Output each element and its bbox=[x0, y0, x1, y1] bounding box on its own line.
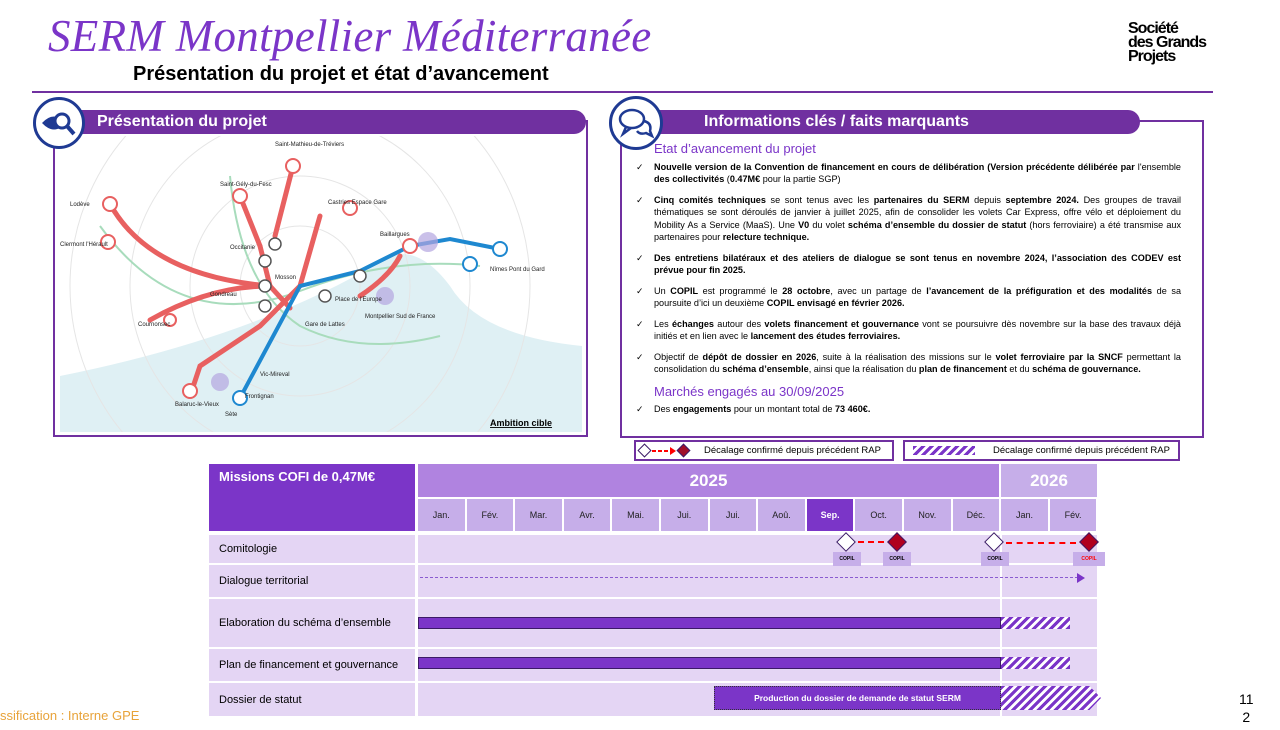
page-number-line: 2 bbox=[1242, 709, 1251, 725]
panel-header bbox=[60, 110, 586, 134]
text-run: lancement des études ferroviaires. bbox=[750, 331, 901, 341]
text-run: est programmé le bbox=[698, 285, 783, 296]
text-run: , avec un partage de bbox=[830, 285, 927, 296]
bullet-text bbox=[654, 194, 1181, 244]
text-run: l’avancement de la préfiguration et des modalités bbox=[926, 285, 1153, 296]
text-run: permettant la consolidation du bbox=[654, 351, 1181, 374]
dossier-bar: Production du dossier de demande de statut SERM bbox=[714, 686, 1001, 710]
legend-bar-shift bbox=[903, 440, 1180, 461]
text-run: de sa poursuite d’ici un deuxième bbox=[654, 285, 1182, 308]
station-label: Castries Espace Gare bbox=[328, 200, 387, 206]
legend-milestone-shift bbox=[634, 440, 894, 461]
station-label: Sète bbox=[225, 412, 238, 418]
station-label: Saint-Gély-du-Fesc bbox=[220, 182, 272, 188]
dialogue-dashed-line bbox=[420, 577, 1078, 578]
text-run: depuis bbox=[969, 194, 1006, 205]
financing-shift-hatch bbox=[1001, 657, 1070, 669]
divider bbox=[32, 91, 1213, 93]
text-run: volet ferroviaire par la SNCF bbox=[995, 351, 1123, 362]
month-header: Aoû. bbox=[758, 499, 805, 531]
station-label: Saint-Mathieu-de-Tréviers bbox=[275, 142, 345, 148]
page-subtitle: Présentation du projet et état d’avancement bbox=[133, 63, 549, 85]
text-run: Des bbox=[654, 404, 673, 414]
text-run: 73 460€. bbox=[834, 404, 871, 414]
milestone-shift-icon bbox=[636, 443, 696, 459]
logo-line: des Grands bbox=[1128, 34, 1207, 51]
financing-bar bbox=[418, 657, 1001, 669]
map-caption: Ambition cible bbox=[490, 418, 553, 428]
month-header: Jui. bbox=[710, 499, 757, 531]
bullet-text bbox=[654, 161, 1181, 186]
text-run: Des entretiens bilatéraux et des ateliers de dialogue se sont tenus en novembre 2024, l’association des CODEV est prévue pour fin 2025. bbox=[654, 252, 1181, 275]
section-heading: Marchés engagés au 30/09/2025 bbox=[654, 383, 845, 399]
section-heading: Etat d’avancement du projet bbox=[654, 141, 816, 156]
month-header: Mar. bbox=[515, 499, 562, 531]
station-label: Mosson bbox=[275, 275, 297, 281]
copil-label: COPIL bbox=[833, 552, 861, 566]
text-run: COPIL envisagé en février 2026. bbox=[766, 298, 905, 308]
text-run: relecture technique. bbox=[722, 232, 810, 242]
diamond-icon bbox=[887, 532, 907, 552]
year-2026: 2026 bbox=[1001, 464, 1097, 497]
month-header: Avr. bbox=[564, 499, 611, 531]
copil-label: COPIL bbox=[883, 552, 911, 566]
station-label: Vic-Mireval bbox=[260, 372, 290, 378]
copil-label: COPIL bbox=[981, 552, 1009, 566]
text-run: Un bbox=[654, 285, 671, 296]
copil-milestone bbox=[887, 535, 904, 549]
text-run: 0.47M€ bbox=[729, 174, 761, 184]
month-header: Fév. bbox=[1050, 499, 1097, 531]
text-run: vont se poursuivre dès novembre sur la base des travaux déjà initiés et en lien avec le bbox=[654, 318, 1181, 341]
text-run: Nouvelle version de la Convention de financement en cours de délibération (Version précédente délibérée par bbox=[654, 161, 1135, 172]
text-run: se sont tenus avec les bbox=[765, 194, 874, 205]
legend-label: Décalage confirmé depuis précédent RAP bbox=[993, 445, 1170, 456]
text-run: échanges bbox=[672, 318, 714, 329]
check-icon: ✓ bbox=[636, 161, 644, 172]
text-run: ( bbox=[724, 174, 730, 184]
text-run: autour des bbox=[713, 318, 765, 329]
page-number-line: 11 bbox=[1239, 691, 1254, 707]
gantt-row-label: Plan de financement et gouvernance bbox=[209, 649, 415, 681]
sgp-logo bbox=[1128, 22, 1206, 64]
station-label: Montpellier Sud de France bbox=[365, 314, 436, 320]
check-icon: ✓ bbox=[636, 252, 644, 263]
hatch-swatch-icon bbox=[913, 446, 975, 455]
serm-network-map bbox=[60, 136, 582, 432]
copil-milestone bbox=[1079, 535, 1096, 549]
text-run: septembre 2024. bbox=[1005, 194, 1079, 205]
classification-label: ssification : Interne GPE bbox=[0, 708, 140, 723]
bullet-item bbox=[636, 252, 1181, 277]
text-run: , ainsi que la réalisation du bbox=[808, 364, 919, 374]
shift-arrow bbox=[858, 541, 884, 543]
text-run: plan de financement bbox=[918, 364, 1007, 374]
text-run: schéma d’ensemble du dossier de statut bbox=[847, 219, 1027, 230]
check-icon: ✓ bbox=[636, 318, 644, 329]
text-run: V0 bbox=[798, 219, 810, 230]
bullet-item bbox=[636, 285, 1181, 310]
month-header: Nov. bbox=[904, 499, 951, 531]
elaboration-bar bbox=[418, 617, 1001, 629]
bullet-text bbox=[654, 252, 1181, 277]
gantt-row-label: Dialogue territorial bbox=[209, 565, 415, 597]
station-label: Balaruc-le-Vieux bbox=[175, 402, 219, 408]
logo-line: Projets bbox=[1128, 48, 1176, 65]
station-label: Nîmes Pont du Gard bbox=[490, 267, 545, 273]
text-run: (hors ferroviaire) a été transmise aux partenaires pour bbox=[654, 219, 1181, 242]
text-run: Des groupes de travail thématiques se sont déroulés de janvier à juillet 2025, afin de consolider les volets Car Express, offre vélo et déploiement du Mobility As a Service (MaaS). Une bbox=[654, 194, 1181, 230]
text-run: engagements bbox=[672, 404, 732, 414]
text-run: Objectif de bbox=[654, 351, 703, 362]
bullet-item bbox=[636, 403, 1181, 416]
check-icon: ✓ bbox=[636, 194, 644, 205]
station-label: Baillargues bbox=[380, 232, 410, 238]
text-run: partenaires du SERM bbox=[873, 194, 970, 205]
text-run: pour la partie SGP) bbox=[760, 174, 841, 184]
logo-line: Société bbox=[1128, 20, 1178, 37]
panel-title: Informations clés / faits marquants bbox=[704, 113, 969, 130]
month-header: Sep. bbox=[807, 499, 854, 531]
station-label: Cournonsec bbox=[138, 322, 171, 328]
check-icon: ✓ bbox=[636, 285, 644, 296]
month-header: Fév. bbox=[467, 499, 514, 531]
text-run: Cinq comités techniques bbox=[654, 194, 766, 205]
copil-label: COPIL bbox=[1073, 552, 1105, 566]
text-run: et du bbox=[1006, 364, 1033, 374]
text-run: Les bbox=[654, 318, 672, 329]
station-label: Clermont l'Hérault bbox=[60, 242, 108, 248]
bullet-text bbox=[654, 318, 1181, 343]
month-header: Mai. bbox=[612, 499, 659, 531]
bullet-item bbox=[636, 318, 1181, 343]
station-label: Gare de Lattes bbox=[305, 322, 345, 328]
diamond-icon bbox=[1079, 532, 1099, 552]
bullet-item bbox=[636, 351, 1181, 376]
station-label: Frontignan bbox=[245, 394, 274, 400]
shift-arrow bbox=[1006, 542, 1076, 544]
panel-header bbox=[640, 110, 1140, 134]
gantt-row-label: Elaboration du schéma d’ensemble bbox=[209, 599, 415, 647]
station-label: Place de l'Europe bbox=[335, 297, 382, 303]
text-run: du volet bbox=[809, 219, 848, 230]
station-label: Gondreau bbox=[210, 292, 237, 298]
gantt-row-track bbox=[418, 565, 1097, 597]
elaboration-shift-hatch bbox=[1001, 617, 1070, 629]
arrow-head-icon bbox=[1077, 573, 1085, 583]
text-run: dépôt de dossier en 2026 bbox=[702, 351, 817, 362]
copil-milestone bbox=[836, 535, 853, 549]
page-title: SERM Montpellier Méditerranée bbox=[48, 11, 652, 61]
gantt-title-cell: Missions COFI de 0,47M€ bbox=[209, 464, 415, 531]
diamond-icon bbox=[984, 532, 1004, 552]
dossier-shift-arrow bbox=[1001, 686, 1101, 710]
bullet-text bbox=[654, 285, 1181, 310]
text-run: pour un montant total de bbox=[731, 404, 835, 414]
text-run: COPIL bbox=[670, 285, 699, 296]
gantt-row-label: Dossier de statut bbox=[209, 683, 415, 716]
bullet-item bbox=[636, 194, 1181, 244]
text-run: volets financement et gouvernance bbox=[764, 318, 919, 329]
check-icon: ✓ bbox=[636, 351, 644, 362]
text-run: l'ensemble bbox=[1134, 161, 1181, 172]
month-header: Jan. bbox=[418, 499, 465, 531]
bullet-text bbox=[654, 403, 870, 416]
bullet-item bbox=[636, 161, 1181, 186]
text-run: schéma d’ensemble bbox=[722, 364, 809, 374]
panel-title: Présentation du projet bbox=[97, 113, 267, 130]
diamond-icon bbox=[836, 532, 856, 552]
gantt-row-label: Comitologie bbox=[209, 535, 415, 563]
key-info-content bbox=[636, 143, 1181, 424]
month-header: Oct. bbox=[855, 499, 902, 531]
text-run: 28 octobre bbox=[782, 285, 831, 296]
text-run: , suite à la réalisation des missions sur le bbox=[816, 351, 996, 362]
text-run: des collectivités bbox=[654, 174, 725, 184]
month-header: Jan. bbox=[1001, 499, 1048, 531]
legend-label: Décalage confirmé depuis précédent RAP bbox=[704, 445, 881, 456]
text-run: schéma de gouvernance. bbox=[1032, 364, 1141, 374]
station-label: Lodève bbox=[70, 202, 90, 208]
station-label: Occitanie bbox=[230, 245, 256, 251]
page-number bbox=[1239, 690, 1254, 726]
bullet-text bbox=[654, 351, 1181, 376]
copil-milestone bbox=[984, 535, 1001, 549]
check-icon: ✓ bbox=[636, 404, 644, 414]
month-header: Déc. bbox=[953, 499, 1000, 531]
year-2025: 2025 bbox=[418, 464, 999, 497]
month-header: Jui. bbox=[661, 499, 708, 531]
